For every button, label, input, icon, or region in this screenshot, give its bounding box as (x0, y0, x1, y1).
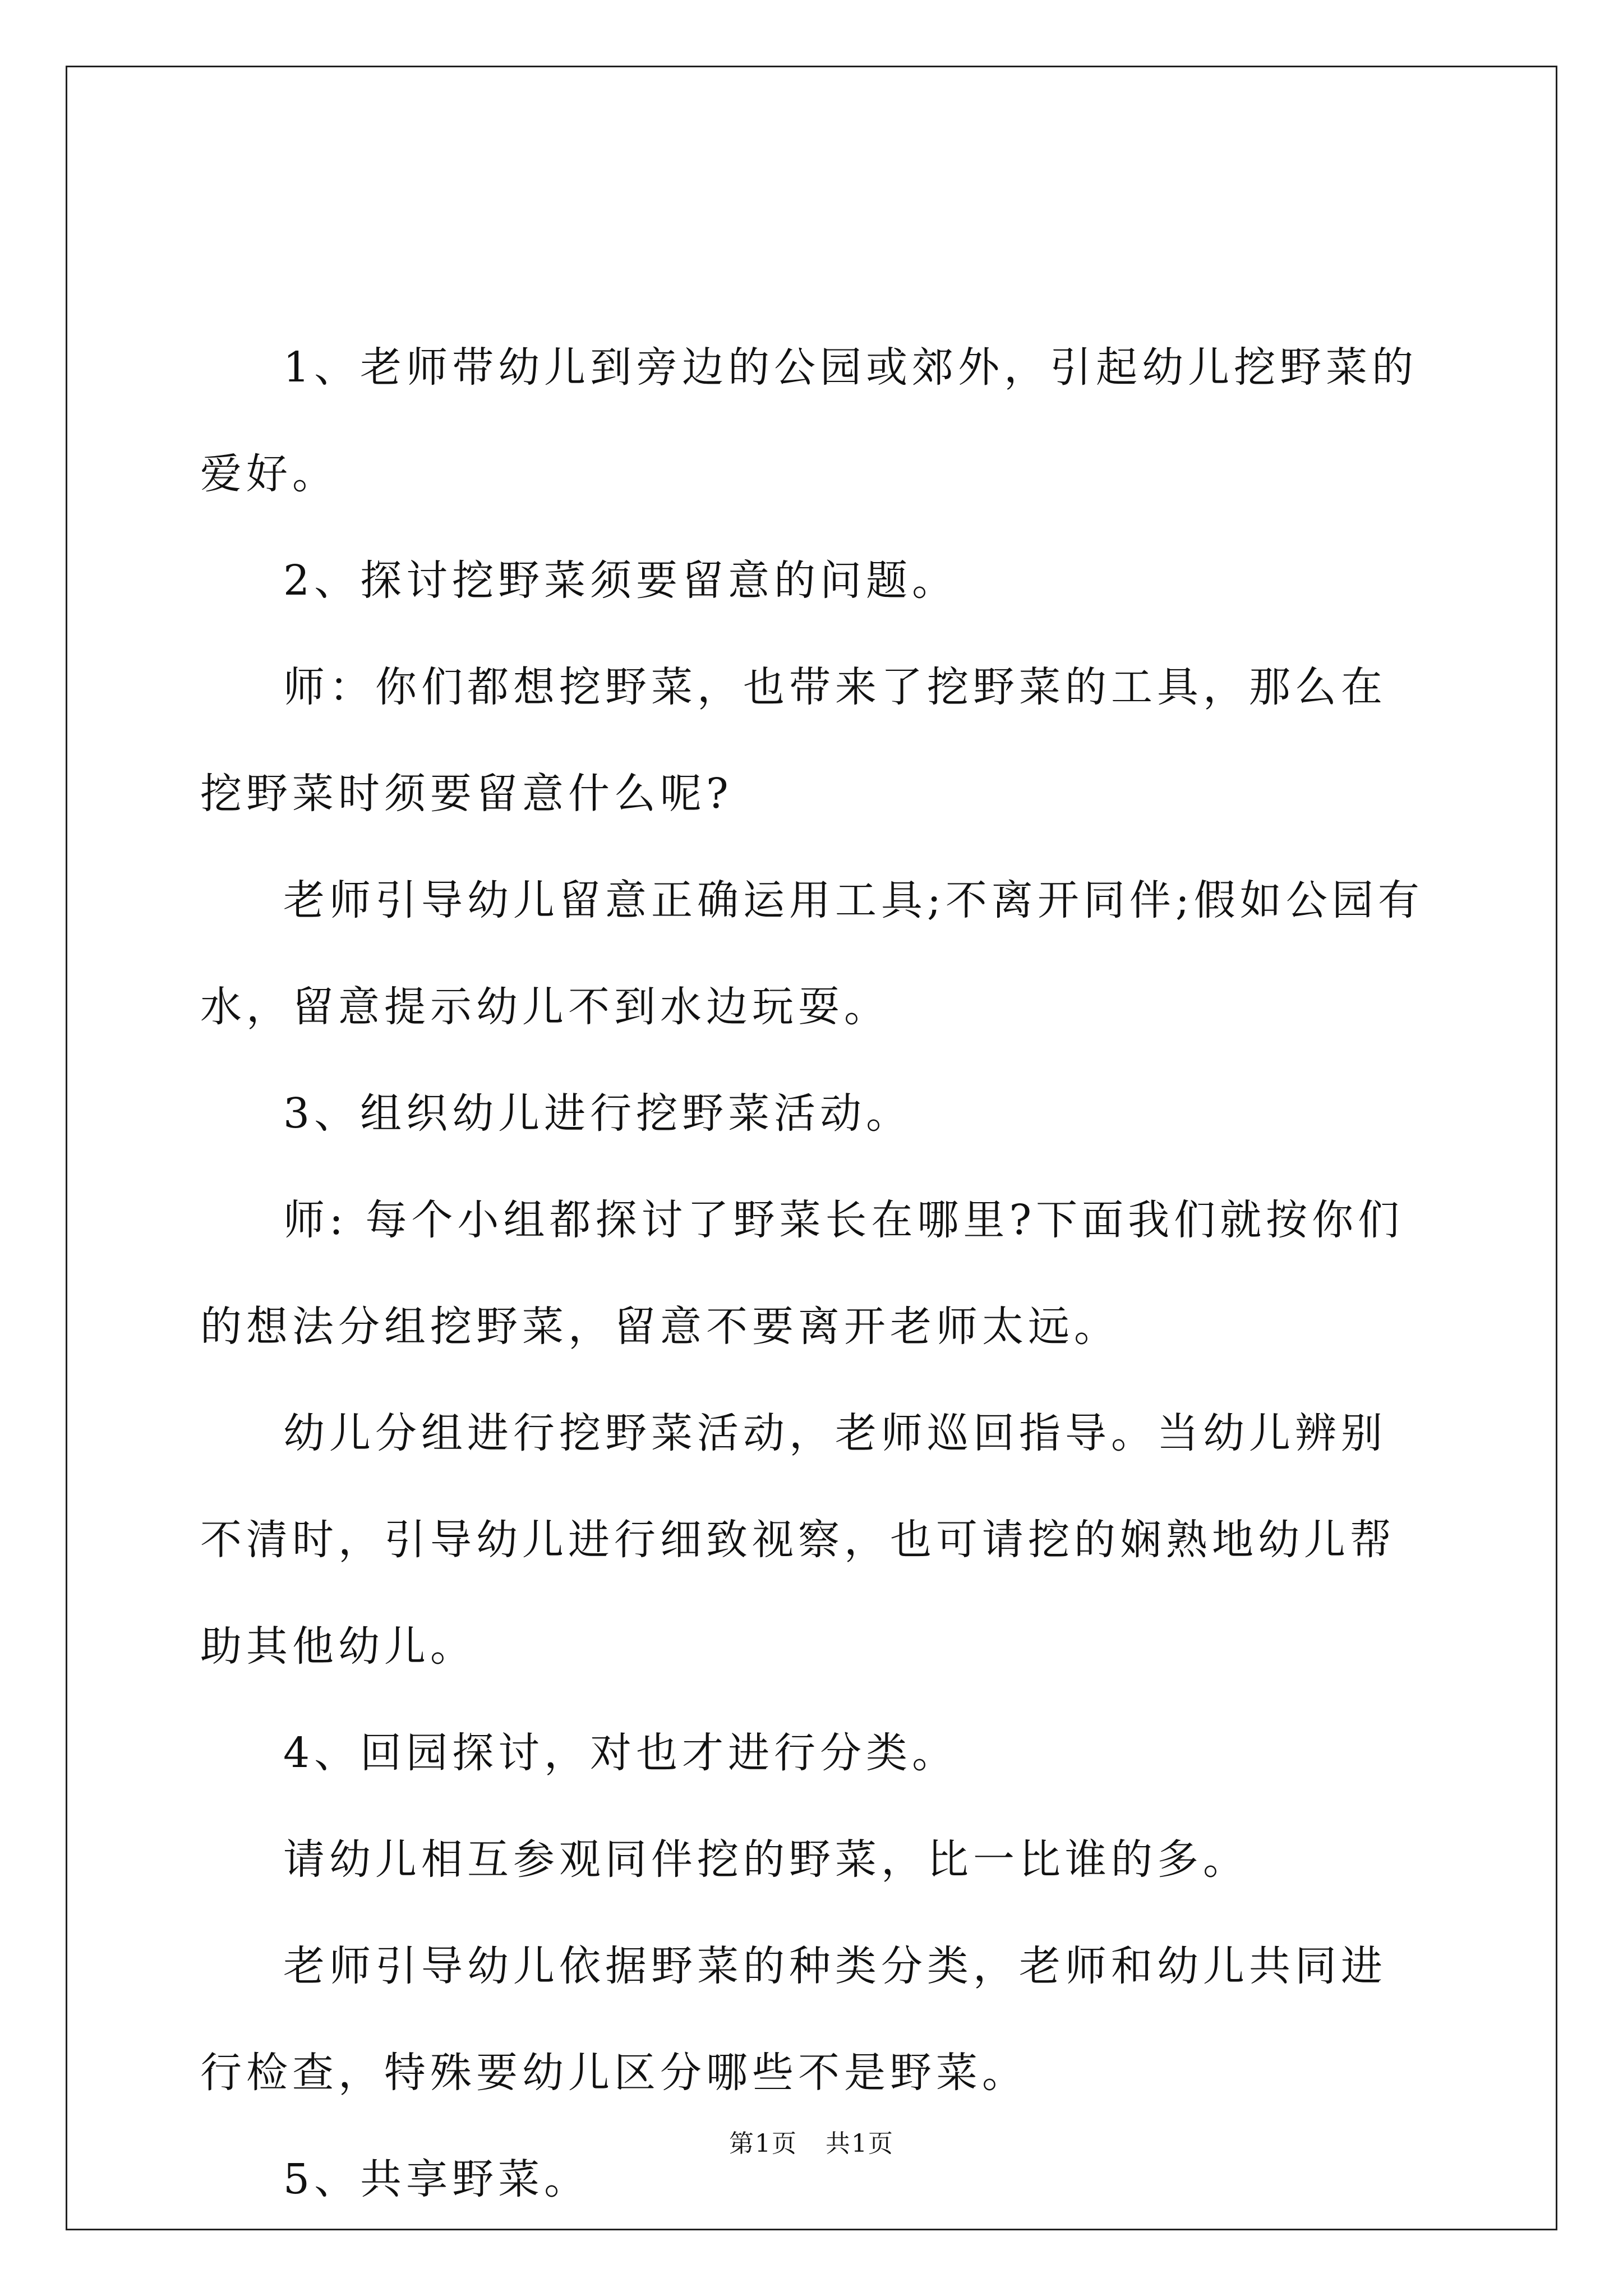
paragraph-9: 请幼儿相互参观同伴挖的野菜，比一比谁的多。 (283, 1835, 1249, 1884)
paragraph-4: 老师引导幼儿留意正确运用工具;不离开同伴;假如公园有水，留意提示幼儿不到水边玩耍。 (200, 876, 1424, 1031)
paragraph-6: 师: 每个小组都探讨了野菜长在哪里?下面我们就按你们的想法分组挖野菜，留意不要离开老师太远。 (200, 1196, 1404, 1351)
page-number-current: 第1页 (729, 2129, 797, 2158)
paragraph-10: 老师引导幼儿依据野菜的种类分类，老师和幼儿共同进行检查，特殊要幼儿区分哪些不是野菜。 (200, 1942, 1387, 2097)
paragraph-3: 师：你们都想挖野菜，也带来了挖野菜的工具，那么在挖野菜时须要留意什么呢? (200, 663, 1387, 818)
paragraph-8: 4、回园探讨，对也才进行分类。 (283, 1729, 958, 1777)
paragraph-1: 1、老师带幼儿到旁边的公园或郊外，引起幼儿挖野菜的爱好。 (200, 343, 1418, 498)
document-body (200, 314, 1428, 2233)
paragraph-11: 5、共享野菜。 (283, 2155, 591, 2203)
paragraph-5: 3、组织幼儿进行挖野菜活动。 (283, 1089, 912, 1138)
page-number-total: 共1页 (826, 2129, 894, 2158)
paragraph-2: 2、探讨挖野菜须要留意的问题。 (283, 556, 958, 605)
page-footer (0, 2127, 1623, 2161)
paragraph-7: 幼儿分组进行挖野菜活动，老师巡回指导。当幼儿辨别不清时，引导幼儿进行细致视察，也可请挖的娴熟地幼儿帮助其他幼儿。 (200, 1409, 1396, 1671)
